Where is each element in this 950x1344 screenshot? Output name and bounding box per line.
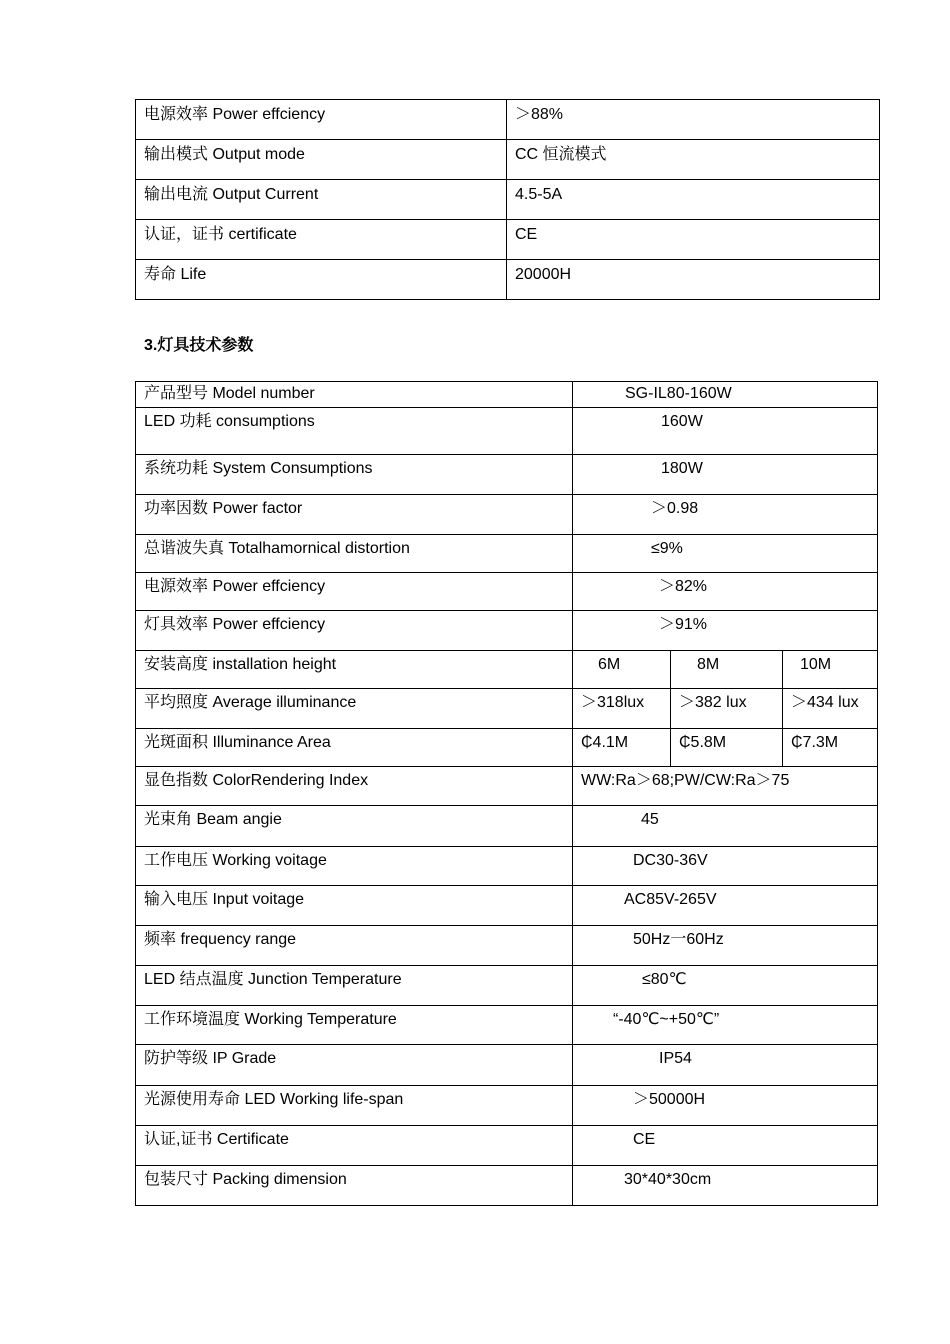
table-row [136, 1086, 878, 1126]
spec-value: 6M [573, 651, 671, 689]
spec-label: 电源效率 Power effciency [136, 573, 573, 611]
spec-value: ＞88% [507, 100, 880, 140]
spec-label: 灯具效率 Power effciency [136, 611, 573, 651]
table-row [136, 408, 878, 455]
table-row [136, 1006, 878, 1045]
spec-value: CC 恒流模式 [507, 140, 880, 180]
spec-value: 10M [783, 651, 878, 689]
spec-label: 电源效率 Power effciency [136, 100, 507, 140]
spec-label: LED 功耗 consumptions [136, 408, 573, 455]
spec-value: ＞0.98 [573, 495, 878, 535]
section-heading: 3.灯具技术参数 [144, 337, 254, 354]
spec-value: 45 [573, 806, 878, 847]
spec-value: ≤80℃ [573, 966, 878, 1006]
spec-value: ₵5.8M [671, 729, 783, 767]
spec-value: 180W [573, 455, 878, 495]
table-row [136, 651, 878, 689]
spec-label: 包装尺寸 Packing dimension [136, 1166, 573, 1206]
spec-label: 光束角 Beam angie [136, 806, 573, 847]
spec-value: 4.5-5A [507, 180, 880, 220]
spec-value: ＞318lux [573, 689, 671, 729]
table-row [136, 455, 878, 495]
table-row [136, 611, 878, 651]
spec-value: AC85V-265V [573, 886, 878, 926]
table-row [136, 926, 878, 966]
spec-label: 工作环境温度 Working Temperature [136, 1006, 573, 1045]
spec-label: 总谐波失真 Totalhamornical distortion [136, 535, 573, 573]
spec-label: 光斑面积 Illuminance Area [136, 729, 573, 767]
spec-label: 认证,证书 Certificate [136, 1126, 573, 1166]
spec-value: WW:Ra＞68;PW/CW:Ra＞75 [573, 767, 878, 806]
spec-value: 20000H [507, 260, 880, 300]
spec-value: ＞434 lux [783, 689, 878, 729]
table-row [136, 180, 880, 220]
spec-value: ₵7.3M [783, 729, 878, 767]
table-row [136, 1166, 878, 1206]
spec-label: 输入电压 Input voitage [136, 886, 573, 926]
table-row [136, 573, 878, 611]
spec-label: 光源使用寿命 LED Working life-span [136, 1086, 573, 1126]
table-row [136, 1126, 878, 1166]
table-row [136, 495, 878, 535]
spec-value: 8M [671, 651, 783, 689]
power-supply-spec-table [135, 99, 880, 300]
spec-value: ₵4.1M [573, 729, 671, 767]
luminaire-spec-table [135, 381, 878, 1206]
spec-value: CE [507, 220, 880, 260]
spec-label: 寿命 Life [136, 260, 507, 300]
spec-value: SG-IL80-160W [573, 382, 878, 408]
table-row [136, 100, 880, 140]
table-row [136, 886, 878, 926]
spec-label: 输出电流 Output Current [136, 180, 507, 220]
table-row [136, 220, 880, 260]
spec-label: 认证，证书 certificate [136, 220, 507, 260]
spec-value: 50Hz一60Hz [573, 926, 878, 966]
spec-label: 安装高度 installation height [136, 651, 573, 689]
spec-value: CE [573, 1126, 878, 1166]
spec-value: “-40℃~+50℃” [573, 1006, 878, 1045]
table-row [136, 847, 878, 886]
table-row [136, 535, 878, 573]
spec-label: 平均照度 Average illuminance [136, 689, 573, 729]
table-row [136, 1045, 878, 1086]
spec-value: 160W [573, 408, 878, 455]
spec-label: 显色指数 ColorRendering Index [136, 767, 573, 806]
table-row [136, 729, 878, 767]
table-row [136, 140, 880, 180]
table-row [136, 260, 880, 300]
table-row [136, 689, 878, 729]
spec-label: 防护等级 IP Grade [136, 1045, 573, 1086]
spec-value: 30*40*30cm [573, 1166, 878, 1206]
spec-label: 产品型号 Model number [136, 382, 573, 408]
spec-value: ＞382 lux [671, 689, 783, 729]
spec-value: ＞91% [573, 611, 878, 651]
table-row [136, 382, 878, 408]
table-row [136, 806, 878, 847]
spec-label: LED 结点温度 Junction Temperature [136, 966, 573, 1006]
spec-label: 系统功耗 System Consumptions [136, 455, 573, 495]
spec-value: ＞50000H [573, 1086, 878, 1126]
spec-value: ≤9% [573, 535, 878, 573]
spec-label: 频率 frequency range [136, 926, 573, 966]
table-row [136, 966, 878, 1006]
spec-label: 功率因数 Power factor [136, 495, 573, 535]
spec-value: DC30-36V [573, 847, 878, 886]
spec-value: IP54 [573, 1045, 878, 1086]
spec-value: ＞82% [573, 573, 878, 611]
table-row [136, 767, 878, 806]
spec-label: 工作电压 Working voitage [136, 847, 573, 886]
spec-label: 输出模式 Output mode [136, 140, 507, 180]
